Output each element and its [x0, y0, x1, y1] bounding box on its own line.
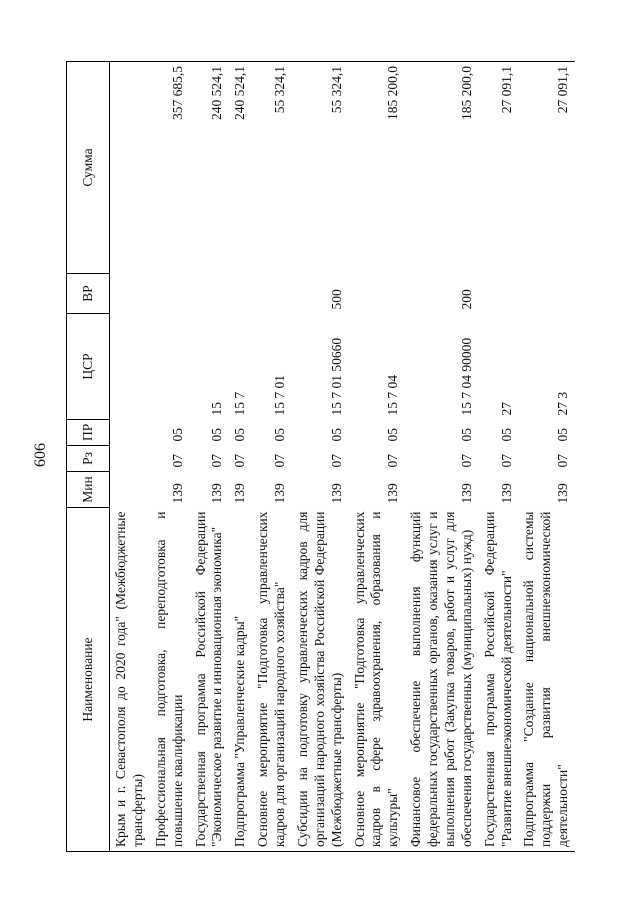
table-row	[292, 62, 349, 852]
cell-name: Основное мероприятие "Подготовка управленческих кадров в сфере здравоохранения, образования и культуры"	[349, 508, 406, 852]
cell-csr	[150, 314, 190, 420]
cell-vr	[479, 274, 519, 314]
cell-min: 139	[498, 483, 514, 504]
cell-name: Подпрограмма "Создание национальной системы поддержки развития внешнеэкономической деятельности"	[518, 508, 575, 852]
cell-min: 139	[328, 483, 344, 504]
cell-name: Государственная программа Российской Федерации "Экономическое развитие и инновационная экономика"	[190, 508, 230, 852]
cell-name: Крым и г. Севастополя до 2020 года" (Межбюджетные трансферты)	[110, 508, 150, 852]
cell-rz: 07	[232, 454, 248, 468]
cell-min: 139	[209, 483, 225, 504]
cell-vr: 200	[458, 289, 474, 310]
cell-sum: 185 200,0	[405, 62, 479, 274]
cell-min	[110, 472, 150, 508]
header-rz: Рз	[67, 446, 110, 472]
table-row	[150, 62, 190, 852]
cell-pr: 05	[328, 428, 344, 442]
budget-table	[66, 61, 575, 852]
header-name: Наименование	[67, 508, 110, 852]
cell-csr: 15 7 01 50660	[328, 337, 344, 416]
cell-vr	[229, 274, 252, 314]
cell-csr: 15 7	[232, 391, 248, 416]
cell-sum: 185 200,0	[349, 62, 406, 274]
table-header-row	[67, 62, 110, 852]
cell-pr: 05	[272, 428, 287, 442]
cell-pr: 05	[169, 428, 185, 442]
cell-name: Государственная программа Российской Федерации "Развитие внешнеэкономической деятельности"	[479, 508, 519, 852]
cell-pr: 05	[458, 428, 474, 442]
table-row	[252, 62, 292, 852]
cell-sum: 240 524,1	[190, 62, 230, 274]
cell-csr: 15 7 01	[272, 375, 287, 416]
cell-csr	[110, 314, 150, 420]
cell-pr: 05	[232, 428, 248, 442]
cell-sum: 357 685,5	[150, 62, 190, 274]
table-row	[405, 62, 479, 852]
cell-rz: 07	[209, 454, 225, 468]
cell-min: 139	[232, 483, 248, 504]
page-number: 606	[32, 443, 49, 467]
header-min: Мин	[67, 472, 110, 508]
table-row	[190, 62, 230, 852]
cell-pr: 05	[385, 428, 401, 442]
cell-pr: 05	[498, 428, 514, 442]
cell-min: 139	[555, 483, 571, 504]
cell-rz: 07	[385, 454, 401, 468]
cell-pr: 05	[209, 428, 225, 442]
cell-name: Финансовое обеспечение выполнения функций федеральных государственных органов, оказания услуг и выполнения работ (Закупка товаров, работ и услуг для обеспечения государственных (муниципальных) нужд)	[405, 508, 479, 852]
cell-min: 139	[169, 483, 185, 504]
cell-csr: 27	[498, 402, 514, 416]
rotated-page-content	[66, 62, 575, 852]
cell-name: Профессиональная подготовка, переподготовка и повышение квалификации	[150, 508, 190, 852]
cell-name: Основное мероприятие "Подготовка управленческих кадров для организаций народного хозяйства"	[252, 508, 292, 852]
table-body	[110, 62, 576, 852]
cell-sum: 55 324,1	[292, 62, 349, 274]
cell-min: 139	[458, 483, 474, 504]
cell-rz: 07	[555, 454, 571, 468]
cell-pr: 05	[555, 428, 571, 442]
cell-rz: 07	[498, 454, 514, 468]
header-csr: ЦСР	[67, 314, 110, 420]
cell-csr: 15	[209, 402, 225, 416]
cell-rz: 07	[328, 454, 344, 468]
cell-vr: 500	[328, 289, 344, 310]
cell-min: 139	[385, 483, 401, 504]
cell-rz: 07	[169, 454, 185, 468]
cell-vr	[150, 274, 190, 314]
cell-csr: 15 7 04 90000	[458, 337, 474, 416]
cell-vr	[190, 274, 230, 314]
header-sum: Сумма	[67, 62, 110, 274]
cell-vr	[349, 274, 406, 314]
table-row	[518, 62, 575, 852]
cell-sum: 55 324,1	[252, 62, 292, 274]
cell-sum	[110, 62, 150, 274]
table-row	[479, 62, 519, 852]
cell-csr: 27 3	[555, 391, 571, 416]
table-row	[110, 62, 150, 852]
header-vr: ВР	[67, 274, 110, 314]
cell-vr	[252, 274, 292, 314]
cell-vr	[110, 274, 150, 314]
cell-sum: 27 091,1	[518, 62, 575, 274]
cell-rz	[110, 446, 150, 472]
cell-vr	[518, 274, 575, 314]
table-row	[229, 62, 252, 852]
cell-name: Субсидии на подготовку управленческих кадров для организаций народного хозяйства Российской Федерации (Межбюджетные трансферты)	[292, 508, 349, 852]
cell-csr: 15 7 04	[385, 375, 401, 416]
cell-rz: 07	[272, 454, 287, 468]
table-row	[349, 62, 406, 852]
cell-sum: 27 091,1	[479, 62, 519, 274]
cell-min: 139	[272, 483, 287, 504]
cell-sum: 240 524,1	[229, 62, 252, 274]
cell-name: Подпрограмма "Управленческие кадры"	[229, 508, 252, 852]
cell-pr	[110, 420, 150, 446]
header-pr: ПР	[67, 420, 110, 446]
cell-rz: 07	[458, 454, 474, 468]
